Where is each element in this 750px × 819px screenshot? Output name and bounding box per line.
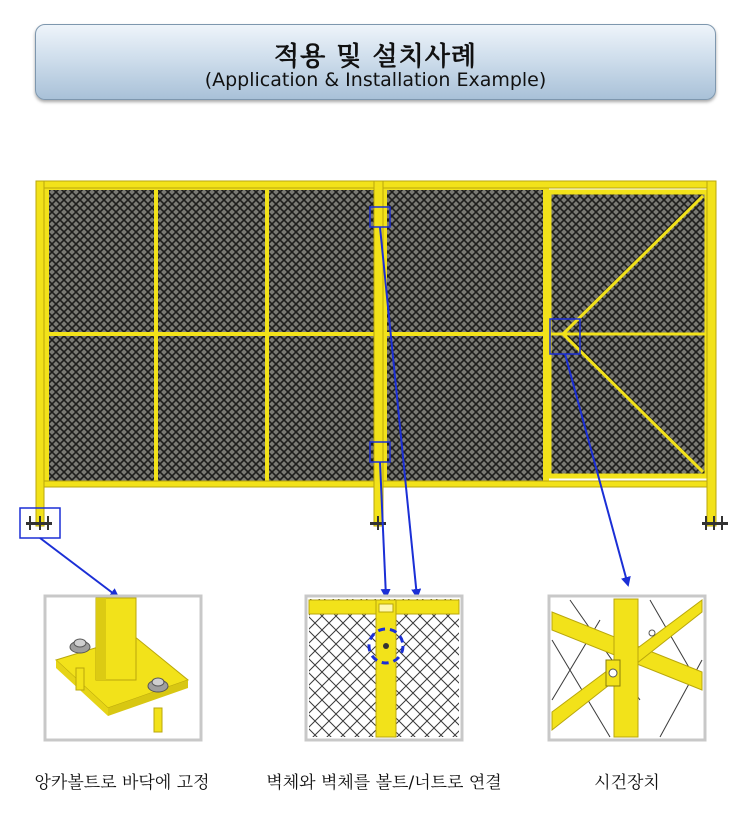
detail-locking-device-image bbox=[549, 596, 705, 740]
caption-anchor-bolt: 앙카볼트로 바닥에 고정 bbox=[34, 773, 210, 793]
base-anchor-bolts bbox=[26, 516, 728, 530]
caption-panel-joint: 벽체와 벽체를 볼트/너트로 연결 bbox=[266, 773, 502, 793]
fence-panel-middle bbox=[384, 187, 546, 484]
page-title: 적용 및 설치사례 bbox=[274, 42, 477, 72]
fence-door bbox=[549, 192, 707, 476]
detail-panel-joint-image bbox=[306, 596, 462, 740]
fence-panel-left bbox=[46, 187, 377, 484]
caption-locking-device: 시건장치 bbox=[594, 773, 660, 793]
page-subtitle: (Application & Installation Example) bbox=[204, 69, 547, 91]
detail-anchor-bolt-image bbox=[45, 596, 201, 740]
